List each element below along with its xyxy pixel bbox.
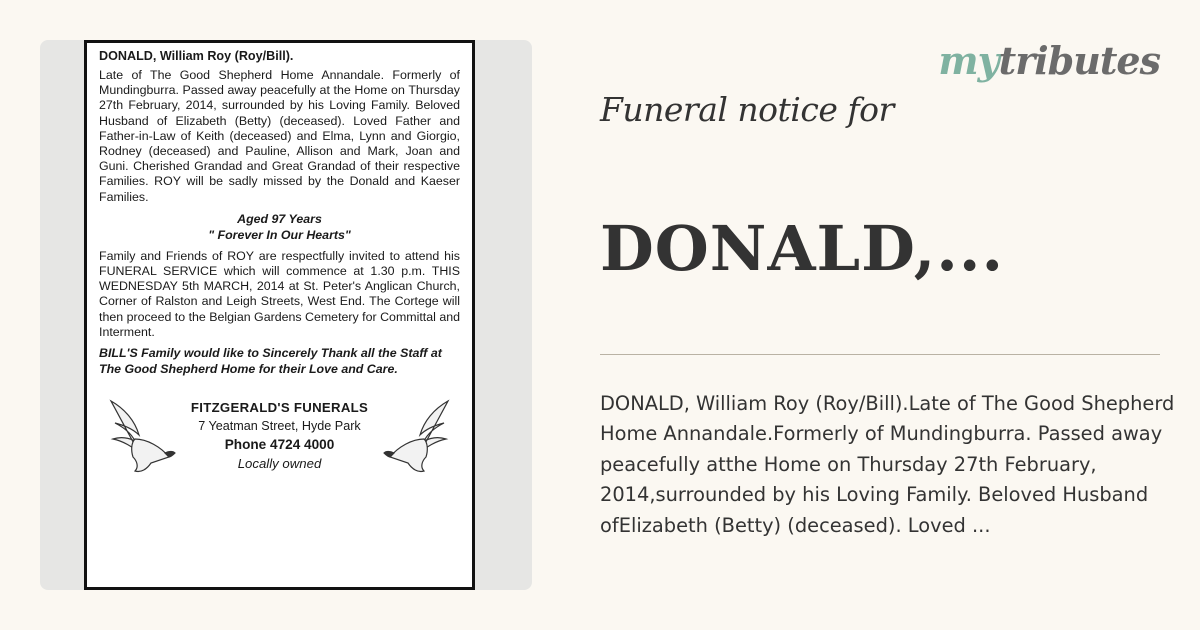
- funeral-director-details: [99, 399, 460, 473]
- funeral-director-address: 7 Yeatman Street, Hyde Park: [198, 419, 361, 434]
- notice-excerpt: DONALD, William Roy (Roy/Bill).Late of The Good Shepherd Home Annandale.Formerly of Mundingburra. Passed away peacefully atthe Home on Thursday 27th February, 2014,surrounded by his Loving Family. Beloved Husband ofElizabeth (Betty) (deceased). Loved ...: [600, 392, 1175, 537]
- deceased-name-title: DONALD,...: [600, 212, 1005, 285]
- page-subtitle: Funeral notice for: [600, 90, 894, 129]
- funeral-notice-clipping: [84, 40, 475, 590]
- mytributes-logo[interactable]: [938, 38, 1160, 83]
- notice-thanks: BILL'S Family would like to Sincerely Thank all the Staff at The Good Shepherd Home for their Love and Care.: [99, 346, 442, 376]
- logo-part-tributes: tributes: [998, 38, 1160, 83]
- funeral-director-name: FITZGERALD'S FUNERALS: [190, 400, 369, 416]
- funeral-director-phone: Phone 4724 4000: [224, 437, 335, 453]
- funeral-director-block: [99, 399, 460, 489]
- notice-paragraph-service: Family and Friends of ROY are respectfully invited to attend his FUNERAL SERVICE which will commence at 1.30 p.m. THIS WEDNESDAY 5th MARCH, 2014 at St. Peter's Anglican Church, Corner of Ralston and Leigh Streets, West End. The Cortege will then proceed to the Belgian Gardens Cemetery for Committal and Interment.: [99, 248, 460, 339]
- logo-part-my: my: [938, 38, 999, 83]
- divider: [600, 354, 1160, 355]
- notice-paragraph-details: Late of The Good Shepherd Home Annandale. Formerly of Mundingburra. Passed away peacefully at the Home on Thursday 27th February, 2014, surrounded by his Loving Family. Beloved Husband of Elizabeth (Betty) (deceased). Loved Father and Father-in-Law of Keith (deceased) and Elma, Lynn and Giorgio, Rodney (deceased) and Pauline, Allison and Mark, Joan and Guni. Cherished Grandad and Great Grandad of their respective Families. ROY will be sadly missed by the Donald and Kaeser Families.: [99, 68, 460, 204]
- notice-heading: DONALD, William Roy (Roy/Bill).: [99, 49, 294, 63]
- notice-forever: " Forever In Our Hearts": [208, 227, 351, 242]
- funeral-director-tagline: Locally owned: [237, 456, 322, 472]
- notice-aged: Aged 97 Years: [237, 211, 322, 226]
